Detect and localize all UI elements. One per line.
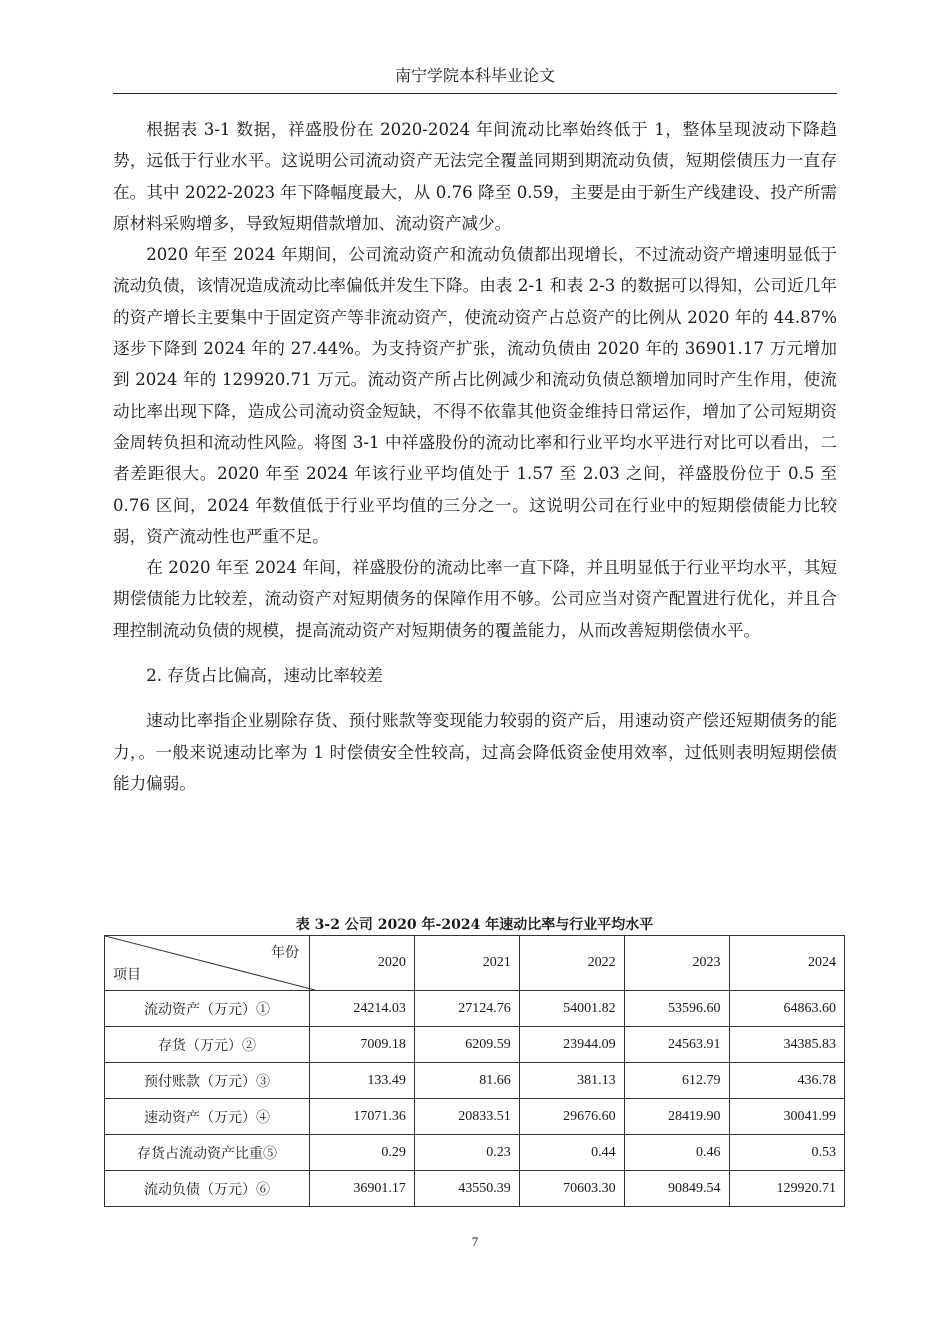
table-cell: 612.79 — [624, 1063, 729, 1099]
table-cell: 34385.83 — [729, 1027, 845, 1063]
table-cell: 6209.59 — [414, 1027, 519, 1063]
page-number: 7 — [471, 1234, 479, 1249]
table-cell: 29676.60 — [519, 1099, 624, 1135]
year-header: 2024 — [729, 936, 845, 991]
row-label: 存货占流动资产比重⑤ — [105, 1135, 310, 1171]
body-text — [113, 114, 837, 799]
table-cell: 0.53 — [729, 1135, 845, 1171]
table-cell: 381.13 — [519, 1063, 624, 1099]
table-cell: 0.23 — [414, 1135, 519, 1171]
table-cell: 0.29 — [310, 1135, 415, 1171]
year-header: 2022 — [519, 936, 624, 991]
table-row — [105, 1027, 845, 1063]
corner-year-label: 年份 — [271, 946, 299, 961]
year-header: 2023 — [624, 936, 729, 991]
table-cell: 36901.17 — [310, 1171, 415, 1207]
table-cell: 17071.36 — [310, 1099, 415, 1135]
table-corner-cell — [105, 936, 310, 991]
paragraph-4: 速动比率指企业剔除存货、预付账款等变现能力较弱的资产后，用速动资产偿还短期债务的能力，。一般来说速动比率为 1 时偿债安全性较高，过高会降低资金使用效率，过低则表明短期偿债能力偏弱。 — [113, 711, 837, 793]
table-row — [105, 1099, 845, 1135]
table-cell: 133.49 — [310, 1063, 415, 1099]
section-heading: 2. 存货占比偏高，速动比率较差 — [146, 666, 384, 686]
table-cell: 23944.09 — [519, 1027, 624, 1063]
table-cell: 54001.82 — [519, 991, 624, 1027]
table-cell: 7009.18 — [310, 1027, 415, 1063]
table-cell: 436.78 — [729, 1063, 845, 1099]
table-header-row — [105, 936, 845, 991]
quick-ratio-table — [104, 935, 845, 1207]
table-row — [105, 991, 845, 1027]
corner-item-label: 项目 — [113, 968, 141, 983]
table-cell: 0.44 — [519, 1135, 624, 1171]
table-cell: 24563.91 — [624, 1027, 729, 1063]
table-cell: 81.66 — [414, 1063, 519, 1099]
row-label: 流动资产（万元）① — [105, 991, 310, 1027]
table-cell: 30041.99 — [729, 1099, 845, 1135]
table-row — [105, 1135, 845, 1171]
table-cell: 64863.60 — [729, 991, 845, 1027]
table-cell: 53596.60 — [624, 991, 729, 1027]
paragraph-2: 2020 年至 2024 年期间，公司流动资产和流动负债都出现增长，不过流动资产增速明显低于流动负债，该情况造成流动比率偏低并发生下降。由表 2-1 和表 2-3 的数据可以得知，公司近几年的资产增长主要集中于固定资产等非流动资产，使流动资产占总资产的比例从 2020 年的 44.87%逐步下降到 2024 年的 27.44%。为支持资产扩张，流动负债由 2020 年的 36901.17 万元增加到 2024 年的 129920.71 万元。流动资产所占比例减少和流动负债总额增加同时产生作用，使流动比率出现下降，造成公司流动资金短缺，不得不依靠其他资金维持日常运作，增加了公司短期资金周转负担和流动性风险。将图 3-1 中祥盛股份的流动比率和行业平均水平进行对比可以看出，二者差距很大。2020 年至 2024 年该行业平均值处于 1.57 至 2.03 之间，祥盛股份位于 0.5 至 0.76 区间，2024 年数值低于行业平均值的三分之一。这说明公司在行业中的短期偿债能力比较弱，资产流动性也严重不足。 — [113, 245, 837, 546]
year-header: 2020 — [310, 936, 415, 991]
table-cell: 28419.90 — [624, 1099, 729, 1135]
row-label: 存货（万元）② — [105, 1027, 310, 1063]
table-caption: 表 3-2 公司 2020 年-2024 年速动比率与行业平均水平 — [295, 917, 654, 933]
page-header-title: 南宁学院本科毕业论文 — [394, 66, 555, 85]
table-row — [105, 1171, 845, 1207]
row-label: 预付账款（万元）③ — [105, 1063, 310, 1099]
header-rule — [113, 93, 837, 94]
paragraph-3: 在 2020 年至 2024 年间，祥盛股份的流动比率一直下降，并且明显低于行业平均水平，其短期偿债能力比较差，流动资产对短期债务的保障作用不够。公司应当对资产配置进行优化，并且合理控制流动负债的规模，提高流动资产对短期债务的覆盖能力，从而改善短期偿债水平。 — [113, 558, 837, 640]
table-row — [105, 1063, 845, 1099]
table-cell: 43550.39 — [414, 1171, 519, 1207]
row-label: 流动负债（万元）⑥ — [105, 1171, 310, 1207]
table-cell: 20833.51 — [414, 1099, 519, 1135]
row-label: 速动资产（万元）④ — [105, 1099, 310, 1135]
table-cell: 27124.76 — [414, 991, 519, 1027]
paragraph-1: 根据表 3-1 数据，祥盛股份在 2020-2024 年间流动比率始终低于 1，整体呈现波动下降趋势，远低于行业水平。这说明公司流动资产无法完全覆盖同期到期流动负债，短期偿债压力一直存在。其中 2022-2023 年下降幅度最大，从 0.76 降至 0.59，主要是由于新生产线建设、投产所需原材料采购增多，导致短期借款增加、流动资产减少。 — [113, 120, 837, 233]
table-cell: 70603.30 — [519, 1171, 624, 1207]
table-cell: 129920.71 — [729, 1171, 845, 1207]
year-header: 2021 — [414, 936, 519, 991]
table-cell: 0.46 — [624, 1135, 729, 1171]
table-cell: 24214.03 — [310, 991, 415, 1027]
table-cell: 90849.54 — [624, 1171, 729, 1207]
